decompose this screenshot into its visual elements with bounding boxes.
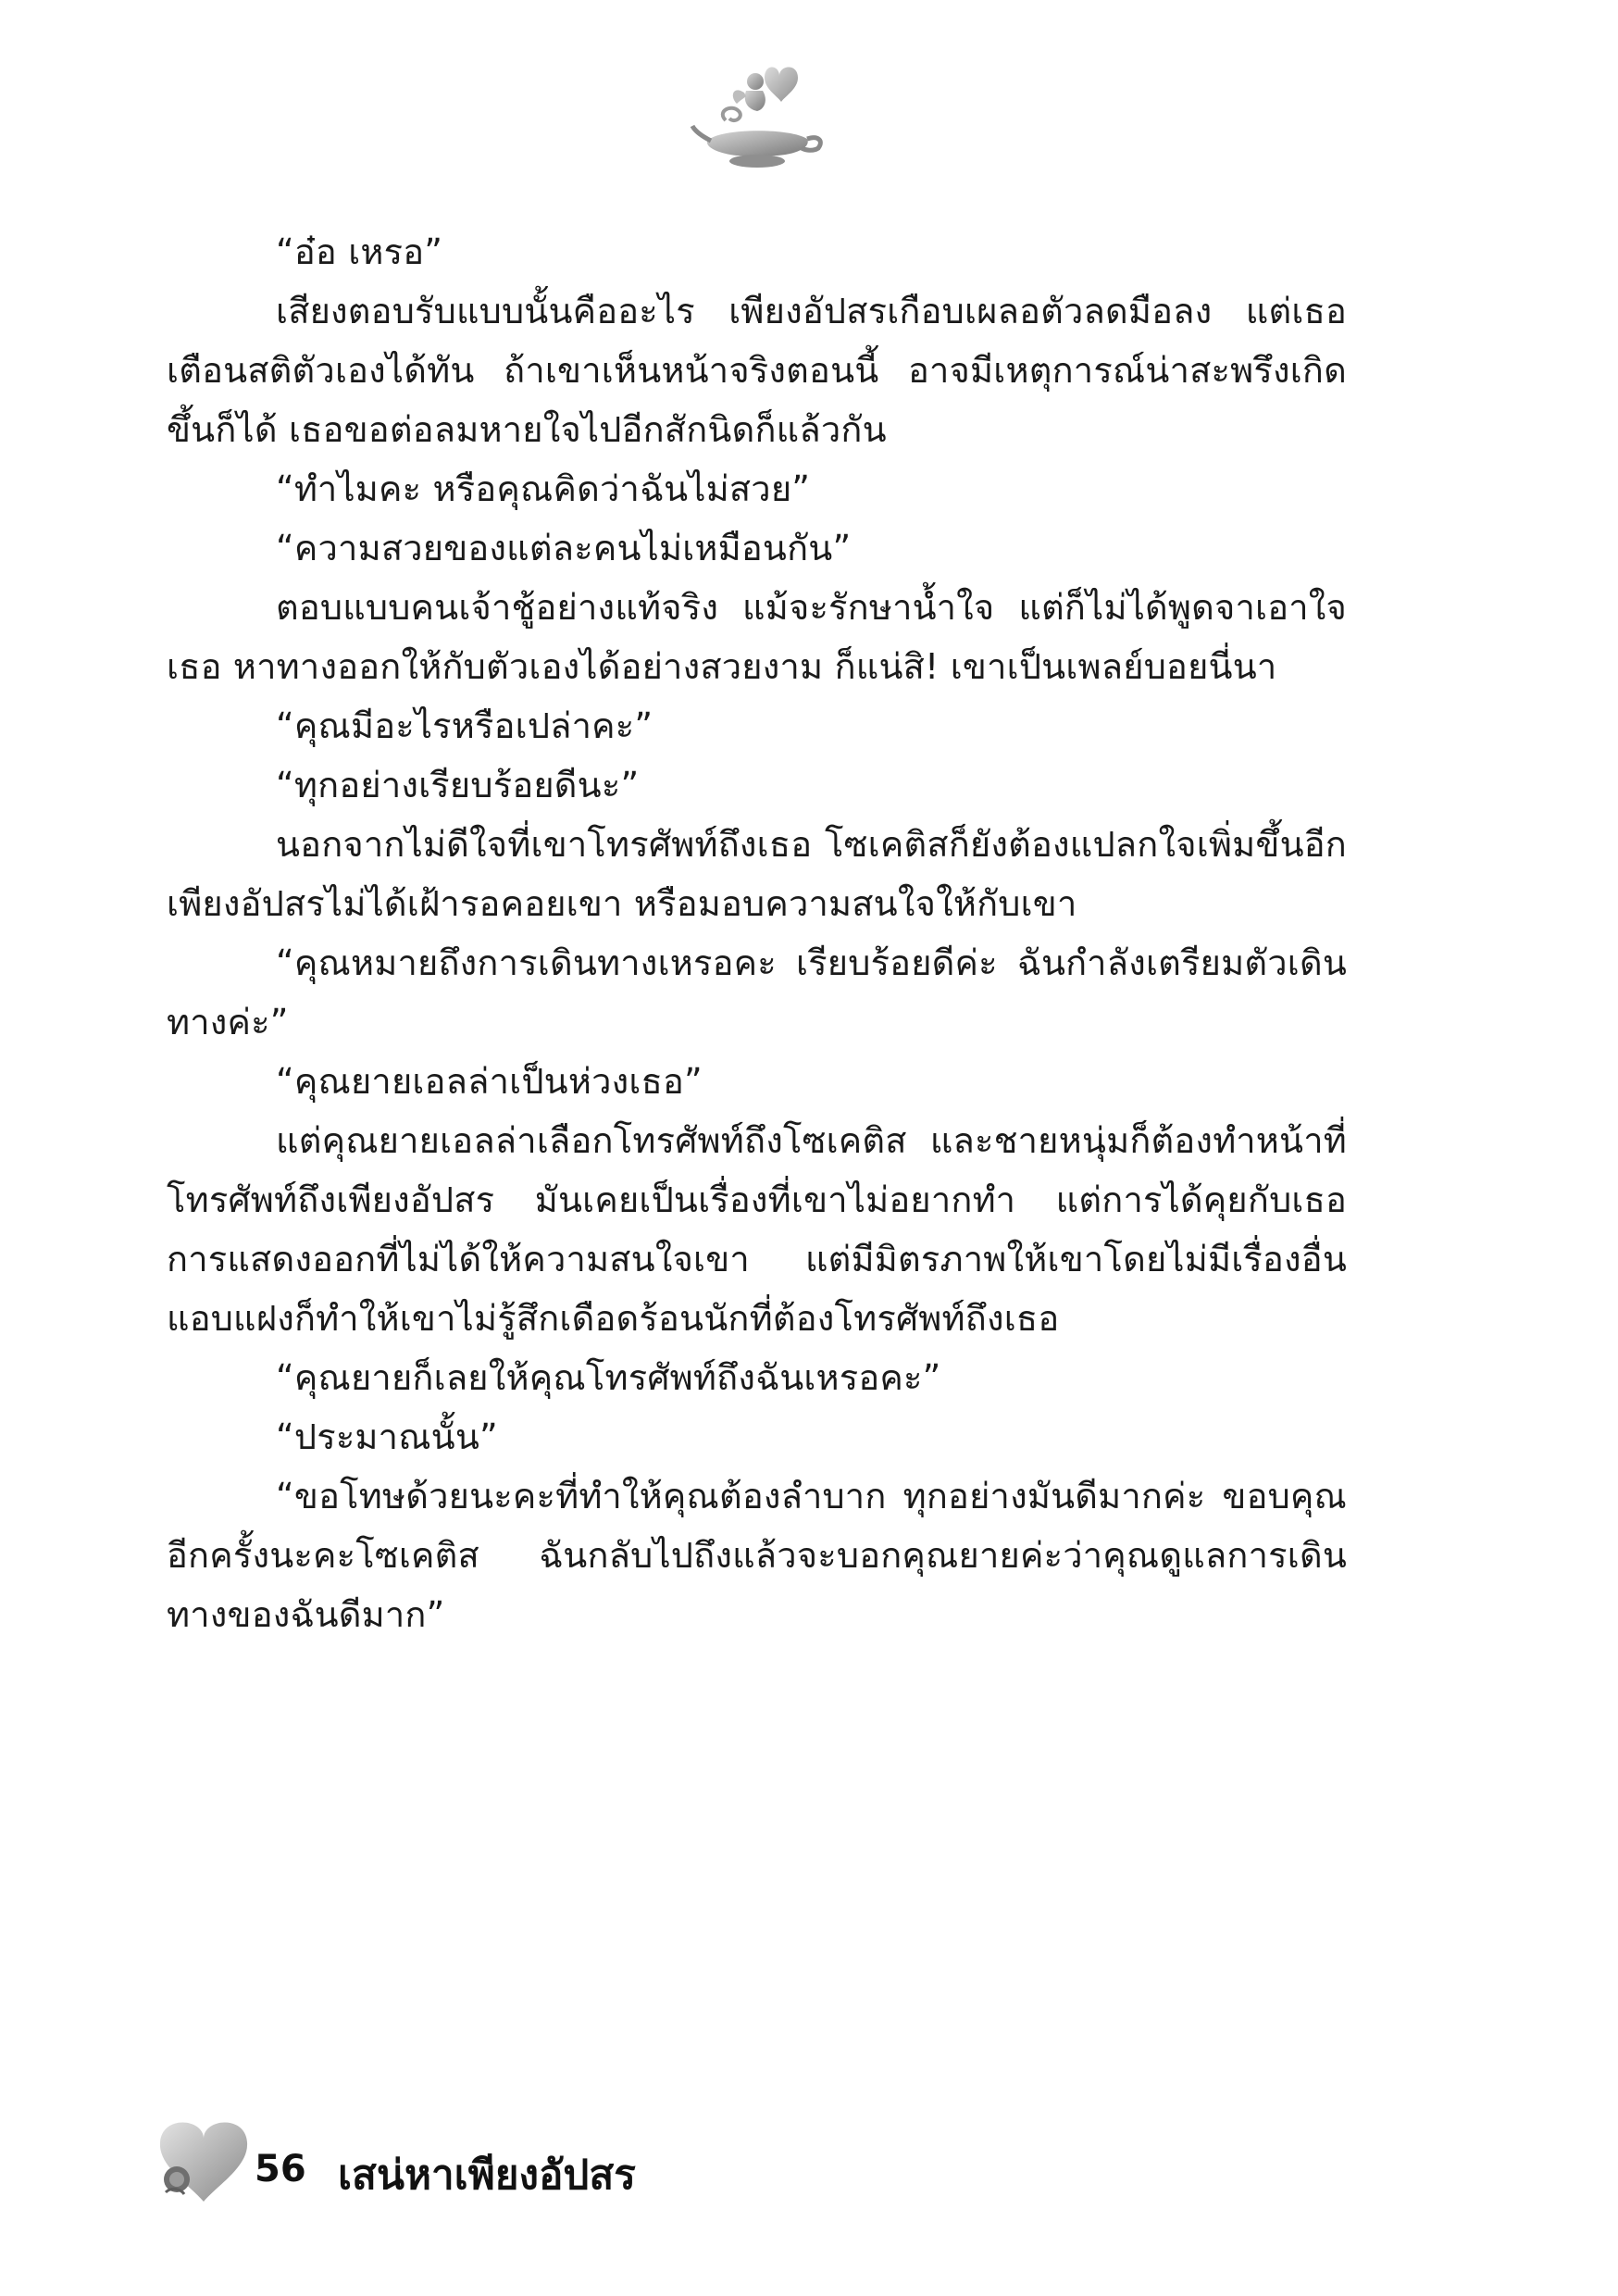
narrative-paragraph: ตอบแบบคนเจ้าชู้อย่างแท้จริง แม้จะรักษาน้ำใจ แต่ก็ไม่ได้พูดจาเอาใจเธอ หาทางออกให้กับตัวเองได้อย่างสวยงาม ก็แน่สิ! เขาเป็นเพลย์บอยนี่นา bbox=[167, 587, 1347, 687]
teapot-cupid-ornament-icon bbox=[689, 56, 828, 176]
dialogue-line: “ประมาณนั้น” bbox=[276, 1416, 498, 1457]
page-footer bbox=[153, 2111, 801, 2222]
narrative-paragraph: แต่คุณยายเอลล่าเลือกโทรศัพท์ถึงโซเคติส และชายหนุ่มก็ต้องทำหน้าที่โทรศัพท์ถึงเพียงอัปสร มันเคยเป็นเรื่องที่เขาไม่อยากทำ แต่การได้คุยกับเธอ การแสดงออกที่ไม่ได้ให้ความสนใจเขา แต่มีมิตรภาพให้เขาโดยไม่มีเรื่องอื่นแอบแฝงก็ทำให้เขาไม่รู้สึกเดือดร้อนนักที่ต้องโทรศัพท์ถึงเธอ bbox=[167, 1120, 1347, 1339]
dialogue-line: “ขอโทษด้วยนะคะที่ทำให้คุณต้องลำบาก ทุกอย่างมันดีมากค่ะ ขอบคุณอีกครั้งนะคะโซเคติส ฉันกลับไปถึงแล้วจะบอกคุณยายค่ะว่าคุณดูแลการเดินทางของฉันดีมาก” bbox=[167, 1476, 1347, 1635]
narrative-paragraph: เสียงตอบรับแบบนั้นคืออะไร เพียงอัปสรเกือบเผลอตัวลดมือลง แต่เธอเตือนสติตัวเองได้ทัน ถ้าเขาเห็นหน้าจริงตอนนี้ อาจมีเหตุการณ์น่าสะพรึงเกิดขึ้นก็ได้ เธอขอต่อลมหายใจไปอีกสักนิดก็แล้วกัน bbox=[167, 291, 1347, 450]
dialogue-line: “ความสวยของแต่ละคนไม่เหมือนกัน” bbox=[276, 528, 852, 568]
dialogue-line: “คุณยายก็เลยให้คุณโทรศัพท์ถึงฉันเหรอคะ” bbox=[276, 1357, 941, 1398]
page-number: 56 bbox=[255, 2148, 306, 2190]
heart-rose-icon bbox=[153, 2111, 255, 2213]
narrative-paragraph: นอกจากไม่ดีใจที่เขาโทรศัพท์ถึงเธอ โซเคติสก็ยังต้องแปลกใจเพิ่มขึ้นอีก เพียงอัปสรไม่ได้เฝ้ารอคอยเขา หรือมอบความสนใจให้กับเขา bbox=[167, 824, 1347, 924]
dialogue-line: “ทำไมคะ หรือคุณคิดว่าฉันไม่สวย” bbox=[276, 468, 811, 509]
dialogue-line: “คุณหมายถึงการเดินทางเหรอคะ เรียบร้อยดีค่ะ ฉันกำลังเตรียมตัวเดินทางค่ะ” bbox=[167, 942, 1347, 1042]
dialogue-line: “อ๋อ เหรอ” bbox=[276, 231, 443, 272]
page-body bbox=[167, 222, 1347, 1644]
dialogue-line: “ทุกอย่างเรียบร้อยดีนะ” bbox=[276, 765, 640, 805]
dialogue-line: “คุณมีอะไรหรือเปล่าคะ” bbox=[276, 705, 653, 746]
dialogue-line: “คุณยายเอลล่าเป็นห่วงเธอ” bbox=[276, 1061, 703, 1102]
book-title: เสน่หาเพียงอัปสร bbox=[338, 2152, 636, 2199]
